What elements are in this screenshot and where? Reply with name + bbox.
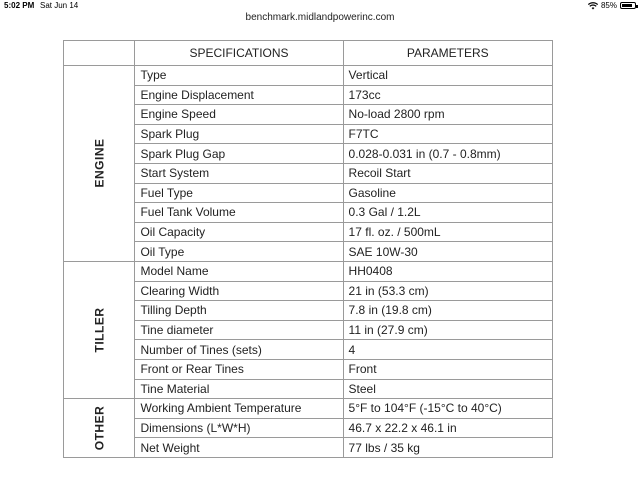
spec-value-cell: Recoil Start <box>343 163 552 183</box>
url-text[interactable]: benchmark.midlandpowerinc.com <box>245 12 395 23</box>
status-date: Sat Jun 14 <box>40 1 79 10</box>
spec-value-cell: 46.7 x 22.2 x 46.1 in <box>343 418 552 438</box>
spec-value-cell: No-load 2800 rpm <box>343 105 552 125</box>
section-label-tiller <box>64 261 135 398</box>
table-row <box>64 222 553 242</box>
spec-name-cell: Tilling Depth <box>135 301 343 321</box>
status-bar <box>0 0 640 12</box>
spec-value-cell: 21 in (53.3 cm) <box>343 281 552 301</box>
table-row <box>64 124 553 144</box>
spec-name-cell: Fuel Tank Volume <box>135 203 343 223</box>
spec-value-cell: Vertical <box>343 66 552 86</box>
status-right <box>588 1 636 10</box>
spec-value-cell: Front <box>343 359 552 379</box>
table-row <box>64 66 553 86</box>
spec-value-cell: Steel <box>343 379 552 399</box>
spec-name-cell: Number of Tines (sets) <box>135 340 343 360</box>
table-row <box>64 438 553 458</box>
spec-value-cell: 11 in (27.9 cm) <box>343 320 552 340</box>
spec-value-cell: 77 lbs / 35 kg <box>343 438 552 458</box>
table-row <box>64 418 553 438</box>
spec-value-cell: F7TC <box>343 124 552 144</box>
table-row <box>64 301 553 321</box>
battery-percent: 85% <box>600 1 617 10</box>
table-row <box>64 359 553 379</box>
wifi-icon <box>588 2 598 10</box>
address-bar[interactable] <box>0 12 640 28</box>
spec-name-cell: Net Weight <box>135 438 343 458</box>
spec-name-cell: Dimensions (L*W*H) <box>135 418 343 438</box>
table-row <box>64 340 553 360</box>
spec-name-cell: Tine diameter <box>135 320 343 340</box>
table-row <box>64 281 553 301</box>
table-row <box>64 183 553 203</box>
status-time: 5:02 PM <box>4 1 35 10</box>
section-label-engine <box>64 66 135 262</box>
spec-table-container <box>63 40 553 458</box>
section-label-text: TILLER <box>92 307 107 353</box>
header-blank <box>64 41 135 66</box>
spec-value-cell: HH0408 <box>343 261 552 281</box>
spec-name-cell: Fuel Type <box>135 183 343 203</box>
spec-value-cell: 0.028-0.031 in (0.7 - 0.8mm) <box>343 144 552 164</box>
spec-name-cell: Working Ambient Temperature <box>135 399 343 419</box>
spec-name-cell: Type <box>135 66 343 86</box>
spec-name-cell: Tine Material <box>135 379 343 399</box>
table-header-row <box>64 41 553 66</box>
spec-value-cell: 173cc <box>343 85 552 105</box>
spec-value-cell: 0.3 Gal / 1.2L <box>343 203 552 223</box>
header-parameters: PARAMETERS <box>343 41 552 66</box>
table-body <box>64 66 553 458</box>
spec-value-cell: 7.8 in (19.8 cm) <box>343 301 552 321</box>
spec-name-cell: Model Name <box>135 261 343 281</box>
spec-name-cell: Oil Capacity <box>135 222 343 242</box>
spec-name-cell: Spark Plug Gap <box>135 144 343 164</box>
spec-value-cell: SAE 10W-30 <box>343 242 552 262</box>
table-row <box>64 105 553 125</box>
table-row <box>64 261 553 281</box>
section-label-text: OTHER <box>92 405 107 451</box>
spec-name-cell: Start System <box>135 163 343 183</box>
section-label-text: ENGINE <box>92 138 107 188</box>
table-row <box>64 242 553 262</box>
spec-table <box>63 40 553 458</box>
table-row <box>64 320 553 340</box>
battery-icon <box>620 2 636 9</box>
table-row <box>64 163 553 183</box>
spec-name-cell: Engine Speed <box>135 105 343 125</box>
spec-value-cell: Gasoline <box>343 183 552 203</box>
table-row <box>64 85 553 105</box>
spec-name-cell: Spark Plug <box>135 124 343 144</box>
table-row <box>64 203 553 223</box>
spec-name-cell: Clearing Width <box>135 281 343 301</box>
spec-name-cell: Engine Displacement <box>135 85 343 105</box>
spec-value-cell: 5°F to 104°F (-15°C to 40°C) <box>343 399 552 419</box>
section-label-other <box>64 399 135 458</box>
table-row <box>64 379 553 399</box>
table-row <box>64 399 553 419</box>
header-specifications: SPECIFICATIONS <box>135 41 343 66</box>
table-row <box>64 144 553 164</box>
spec-value-cell: 17 fl. oz. / 500mL <box>343 222 552 242</box>
spec-name-cell: Oil Type <box>135 242 343 262</box>
spec-name-cell: Front or Rear Tines <box>135 359 343 379</box>
spec-value-cell: 4 <box>343 340 552 360</box>
